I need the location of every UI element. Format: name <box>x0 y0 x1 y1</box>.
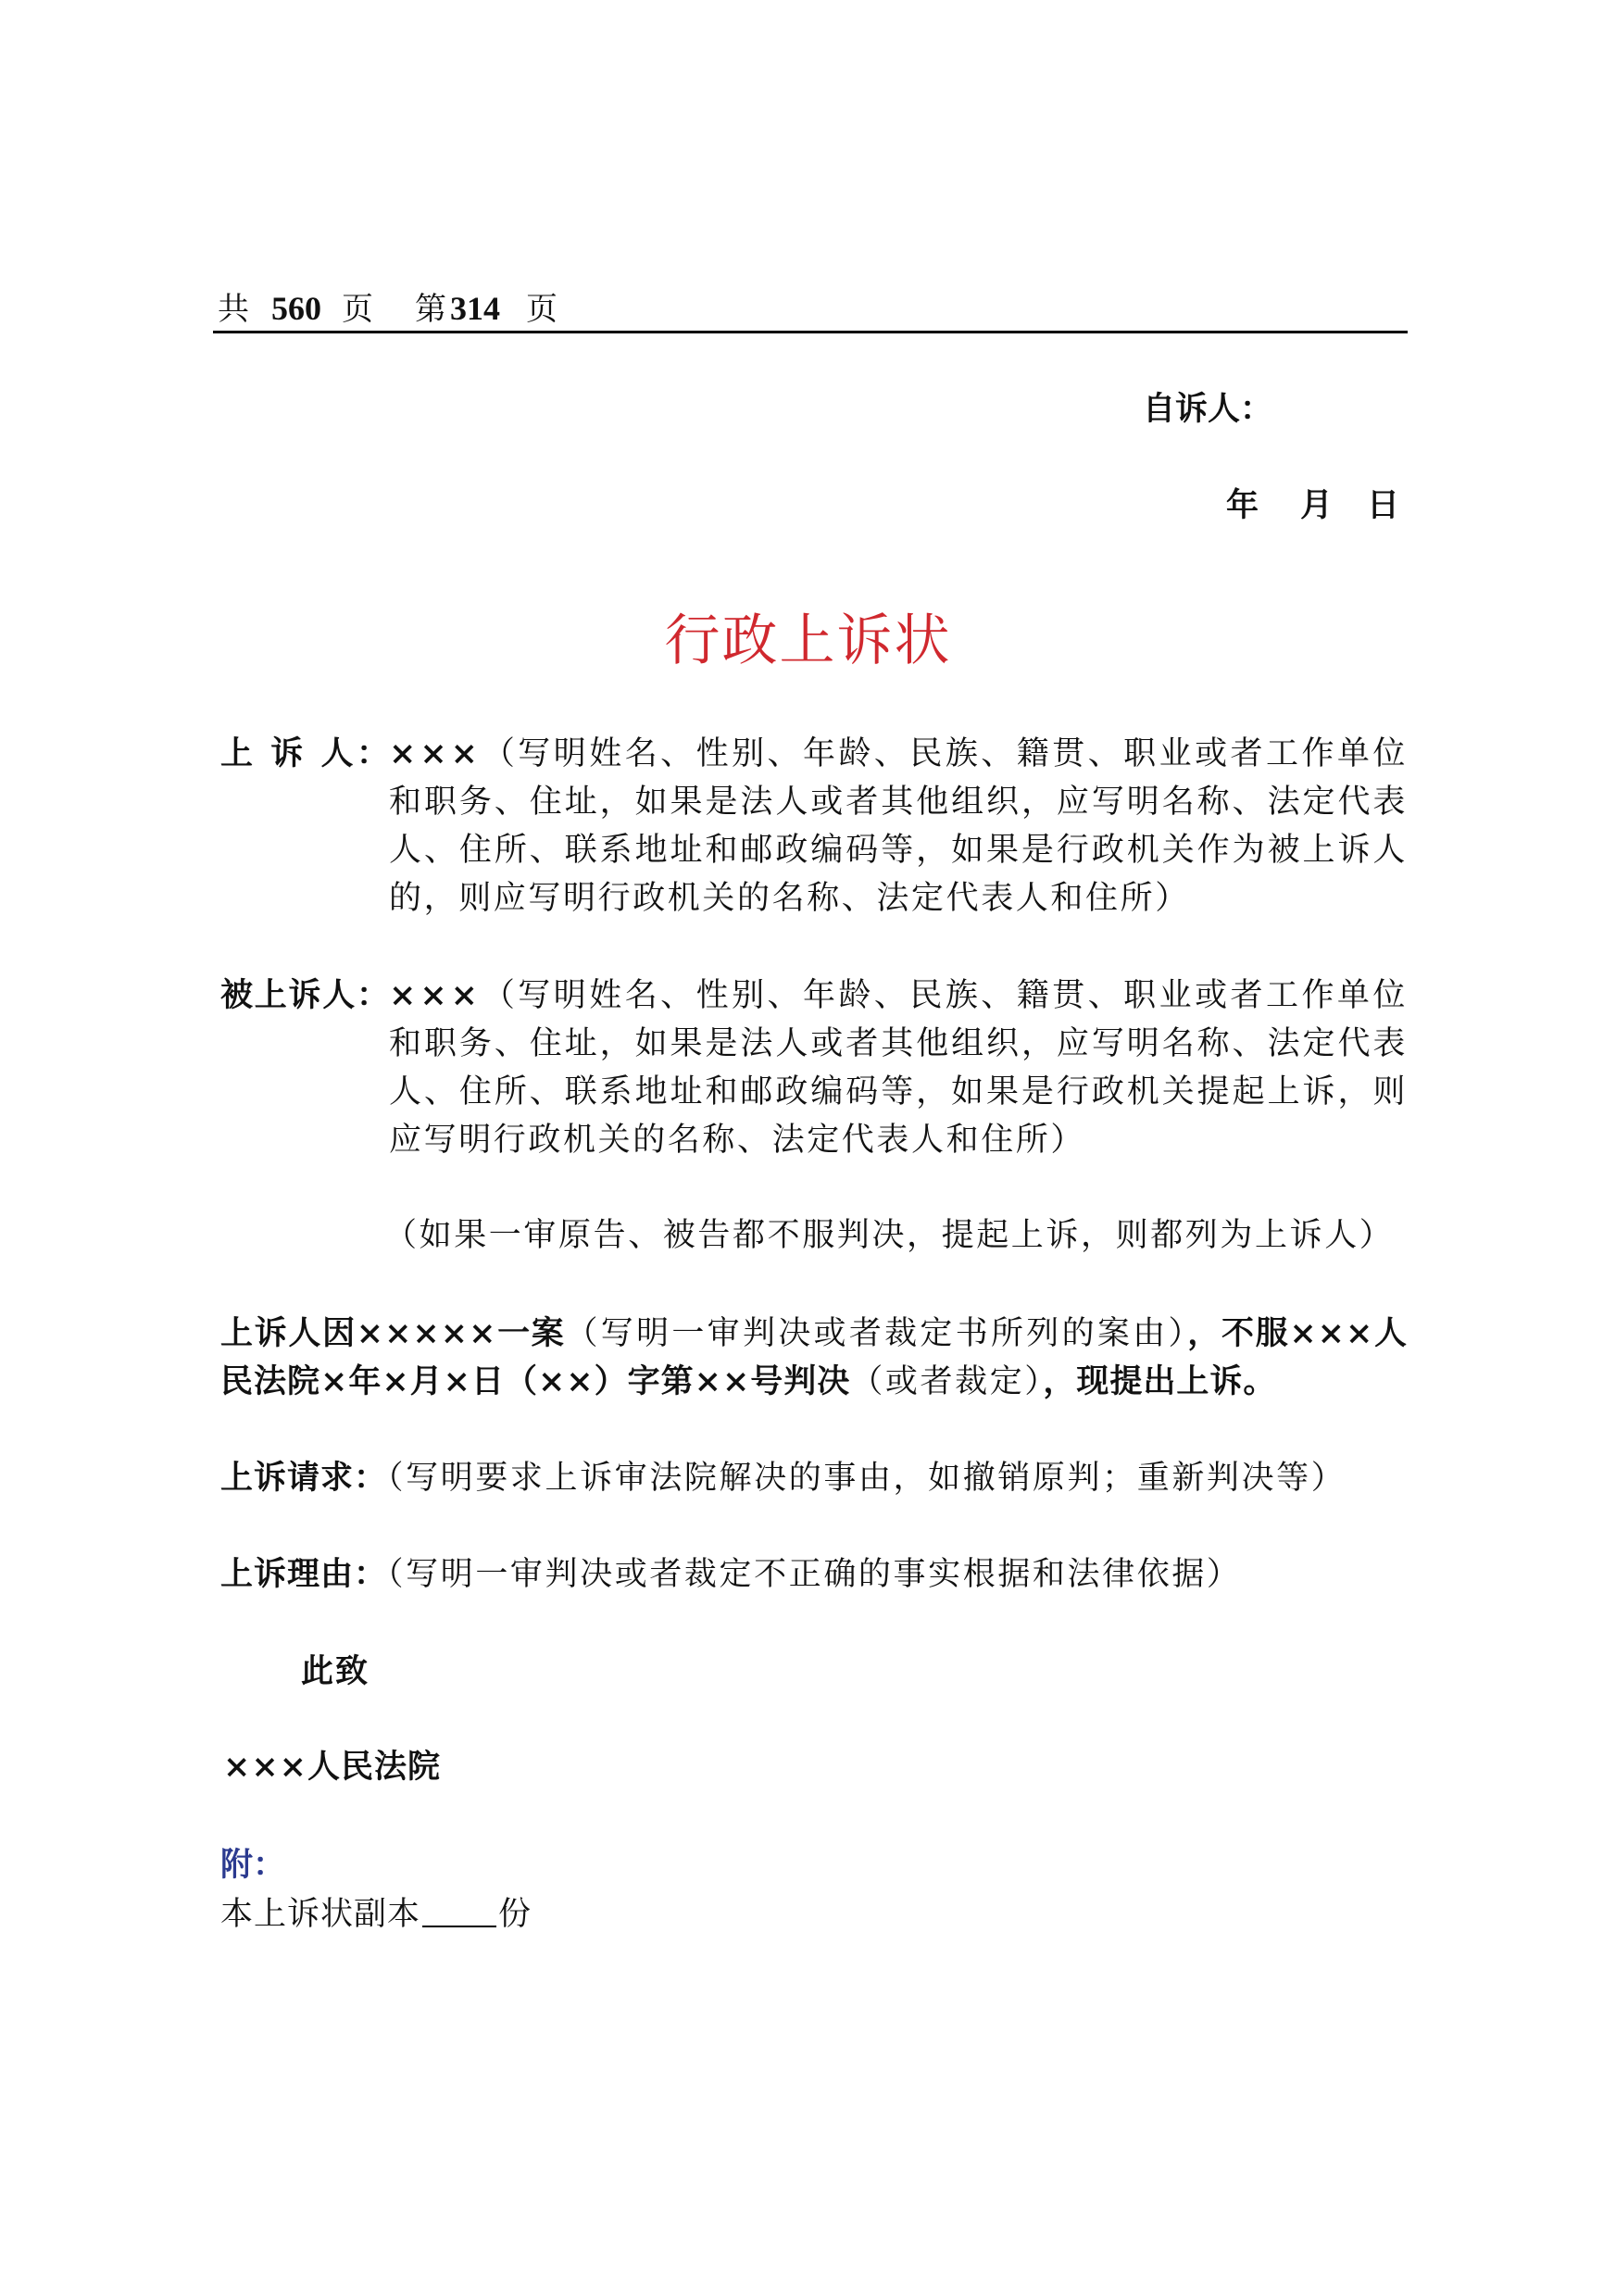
attachment-copies-text: 本上诉状副本 <box>220 1896 421 1933</box>
appellee-body <box>389 972 1408 1164</box>
header-rule <box>213 331 1408 333</box>
copies-count-blank <box>422 1900 496 1927</box>
prosecutor-signature-label: 自诉人： <box>1143 390 1273 428</box>
appeal-statement-conclusion: ，现提出上诉。 <box>1043 1362 1277 1400</box>
both-parties-note: （如果一审原告、被告都不服判决，提起上诉，则都列为上诉人） <box>384 1217 1395 1254</box>
appellant-section <box>220 730 1408 922</box>
document-title: 行政上诉状 <box>664 609 952 673</box>
date-day: 日 <box>1367 486 1400 524</box>
appellee-note: （写明姓名、性别、年龄、民族、籍贯、职业或者工作单位和职务、住址，如果是法人或者其他组织，应写明名称、法定代表人、住所、联系地址和邮政编码等，如果是行政机关提起上诉，则应写明行政机关的名称、法定代表人和住所） <box>389 977 1408 1159</box>
appeal-request <box>220 1454 1408 1502</box>
appellee-section <box>220 972 1408 1164</box>
page-number-label: 第 <box>415 291 446 328</box>
appeal-reason-text: （写明一审判决或者裁定不正确的事实根据和法律依据） <box>387 1556 1242 1593</box>
appellant-placeholder: ××× <box>389 734 482 772</box>
addressee-court: ×××人民法院 <box>223 1748 441 1786</box>
appellee-placeholder: ××× <box>389 976 482 1014</box>
total-pages-count: 560 <box>271 290 321 327</box>
page-number-unit: 页 <box>526 291 557 328</box>
total-pages-unit: 页 <box>342 291 373 328</box>
appeal-reason-label: 上诉理由： <box>220 1555 388 1593</box>
attachment-label: 附： <box>220 1846 286 1884</box>
appeal-request-text: （写明要求上诉审法院解决的事由，如撤销原判；重新判决等） <box>387 1460 1347 1497</box>
appeal-statement-cause-note: （写明一审判决或者裁定书所列的案由） <box>565 1315 1188 1352</box>
date-month: 月 <box>1300 486 1334 524</box>
appeal-statement-case: 上诉人因×××××一案 <box>220 1314 566 1352</box>
attachment-copies <box>220 1890 532 1938</box>
attachment-copies-unit: 份 <box>498 1896 532 1933</box>
appellee-label: 被上诉人： <box>220 976 389 1014</box>
appellant-label: 上 诉 人： <box>220 734 389 772</box>
total-pages-label: 共 <box>218 291 249 328</box>
appeal-statement <box>220 1310 1408 1406</box>
appeal-statement-ruling-note: （或者裁定） <box>850 1363 1044 1400</box>
appeal-statement-judgment: ，不服×××人民法院×年×月×日（××）字第××号判决 <box>220 1314 1408 1400</box>
page-header <box>218 290 557 328</box>
appeal-request-label: 上诉请求： <box>220 1459 388 1497</box>
appellant-note: （写明姓名、性别、年龄、民族、籍贯、职业或者工作单位和职务、住址，如果是法人或者其他组织，应写明名称、法定代表人、住所、联系地址和邮政编码等，如果是行政机关作为被上诉人的，则应写明行政机关的名称、法定代表人和住所） <box>389 735 1408 917</box>
closing-salutation: 此致 <box>301 1652 370 1690</box>
appeal-reason <box>220 1550 1408 1599</box>
page-number: 314 <box>450 290 500 327</box>
date-year: 年 <box>1226 486 1259 524</box>
appellant-body <box>389 730 1408 922</box>
